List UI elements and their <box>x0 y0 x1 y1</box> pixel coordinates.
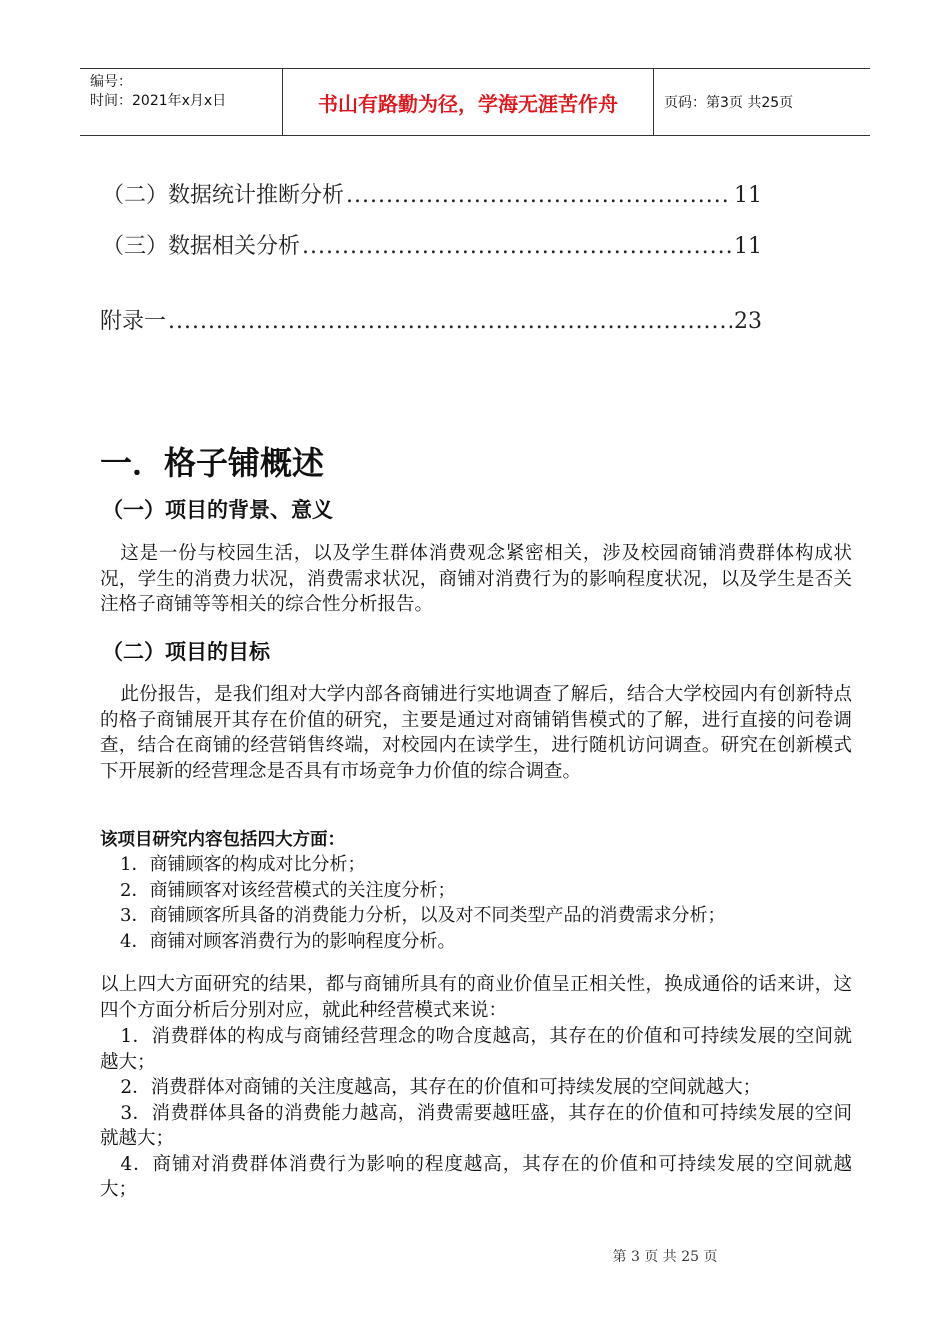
background-paragraph: 这是一份与校园生活，以及学生群体消费观念紧密相关，涉及校园商铺消费群体构成状况，学生的消费力状况，消费需求状况，商铺对消费行为的影响程度状况，以及学生是否关注格子商铺等等相关的综合性分析报告。 <box>100 543 852 615</box>
toc-entry-label: （三）数据相关分析 <box>102 234 301 259</box>
list-item: 2．消费群体对商铺的关注度越高，其存在的价值和可持续发展的空间就越大； <box>120 1077 762 1098</box>
page-header <box>80 68 870 136</box>
research-heading: 该项目研究内容包括四大方面： <box>100 830 345 850</box>
list-item: 4．商铺对顾客消费行为的影响程度分析。 <box>120 930 456 952</box>
list-item: 4．商铺对消费群体消费行为影响的程度越高，其存在的价值和可持续发展的空间就越大； <box>100 1153 852 1200</box>
list-item: 3．商铺顾客所具备的消费能力分析，以及对不同类型产品的消费需求分析； <box>120 905 726 926</box>
header-serial: 编号： <box>90 74 132 90</box>
toc-entry-label: （二）数据统计推断分析 <box>102 183 345 208</box>
research-list <box>100 852 860 954</box>
toc-entry-page: 11 <box>734 234 762 259</box>
list-item: 1．消费群体的构成与商铺经营理念的吻合度越高，其存在的价值和可持续发展的空间就越大； <box>100 1026 852 1073</box>
subsection-title-goal: （二）项目的目标 <box>102 640 270 664</box>
toc-entry-page: 11 <box>734 183 762 208</box>
section-title: 一．格子铺概述 <box>100 444 325 482</box>
header-meta <box>80 69 282 135</box>
subsection-title-background: （一）项目的背景、意义 <box>102 498 333 522</box>
list-item: 1．商铺顾客的构成对比分析； <box>120 854 366 875</box>
header-motto: 书山有路勤为径，学海无涯苦作舟 <box>282 69 654 135</box>
conclusion-list <box>100 1024 852 1203</box>
toc-entry[interactable] <box>100 304 762 335</box>
header-date: 时间：2021年x月x日 <box>90 93 227 109</box>
header-page-number: 页码：第3页 共25页 <box>664 95 794 111</box>
goal-paragraph: 此份报告，是我们组对大学内部各商铺进行实地调查了解后，结合大学校园内有创新特点的格子商铺展开其存在价值的研究，主要是通过对商铺销售模式的了解，进行直接的问卷调查，结合在商铺的经营销售终端，对校园内在读学生，进行随机访问调查。研究在创新模式下开展新的经营理念是否具有市场竞争力价值的综合调查。 <box>100 684 852 782</box>
toc-entry-page: 23 <box>734 309 762 334</box>
toc-leader-dots <box>302 234 732 259</box>
conclusion-intro: 以上四大方面研究的结果，都与商铺所具有的商业价值呈正相关性，换成通俗的话来讲，这四个方面分析后分别对应，就此种经营模式来说： <box>100 974 852 1021</box>
toc-leader-dots <box>168 309 732 334</box>
toc-entry[interactable] <box>102 229 762 260</box>
list-item: 3．消费群体具备的消费能力越高，消费需要越旺盛，其存在的价值和可持续发展的空间就越大； <box>100 1102 852 1149</box>
toc-entry[interactable] <box>102 178 762 209</box>
list-item: 2．商铺顾客对该经营模式的关注度分析； <box>120 879 456 901</box>
page-footer: 第 3 页 共 25 页 <box>612 1249 718 1265</box>
toc-leader-dots <box>346 183 732 208</box>
toc-entry-label: 附录一 <box>100 309 167 334</box>
